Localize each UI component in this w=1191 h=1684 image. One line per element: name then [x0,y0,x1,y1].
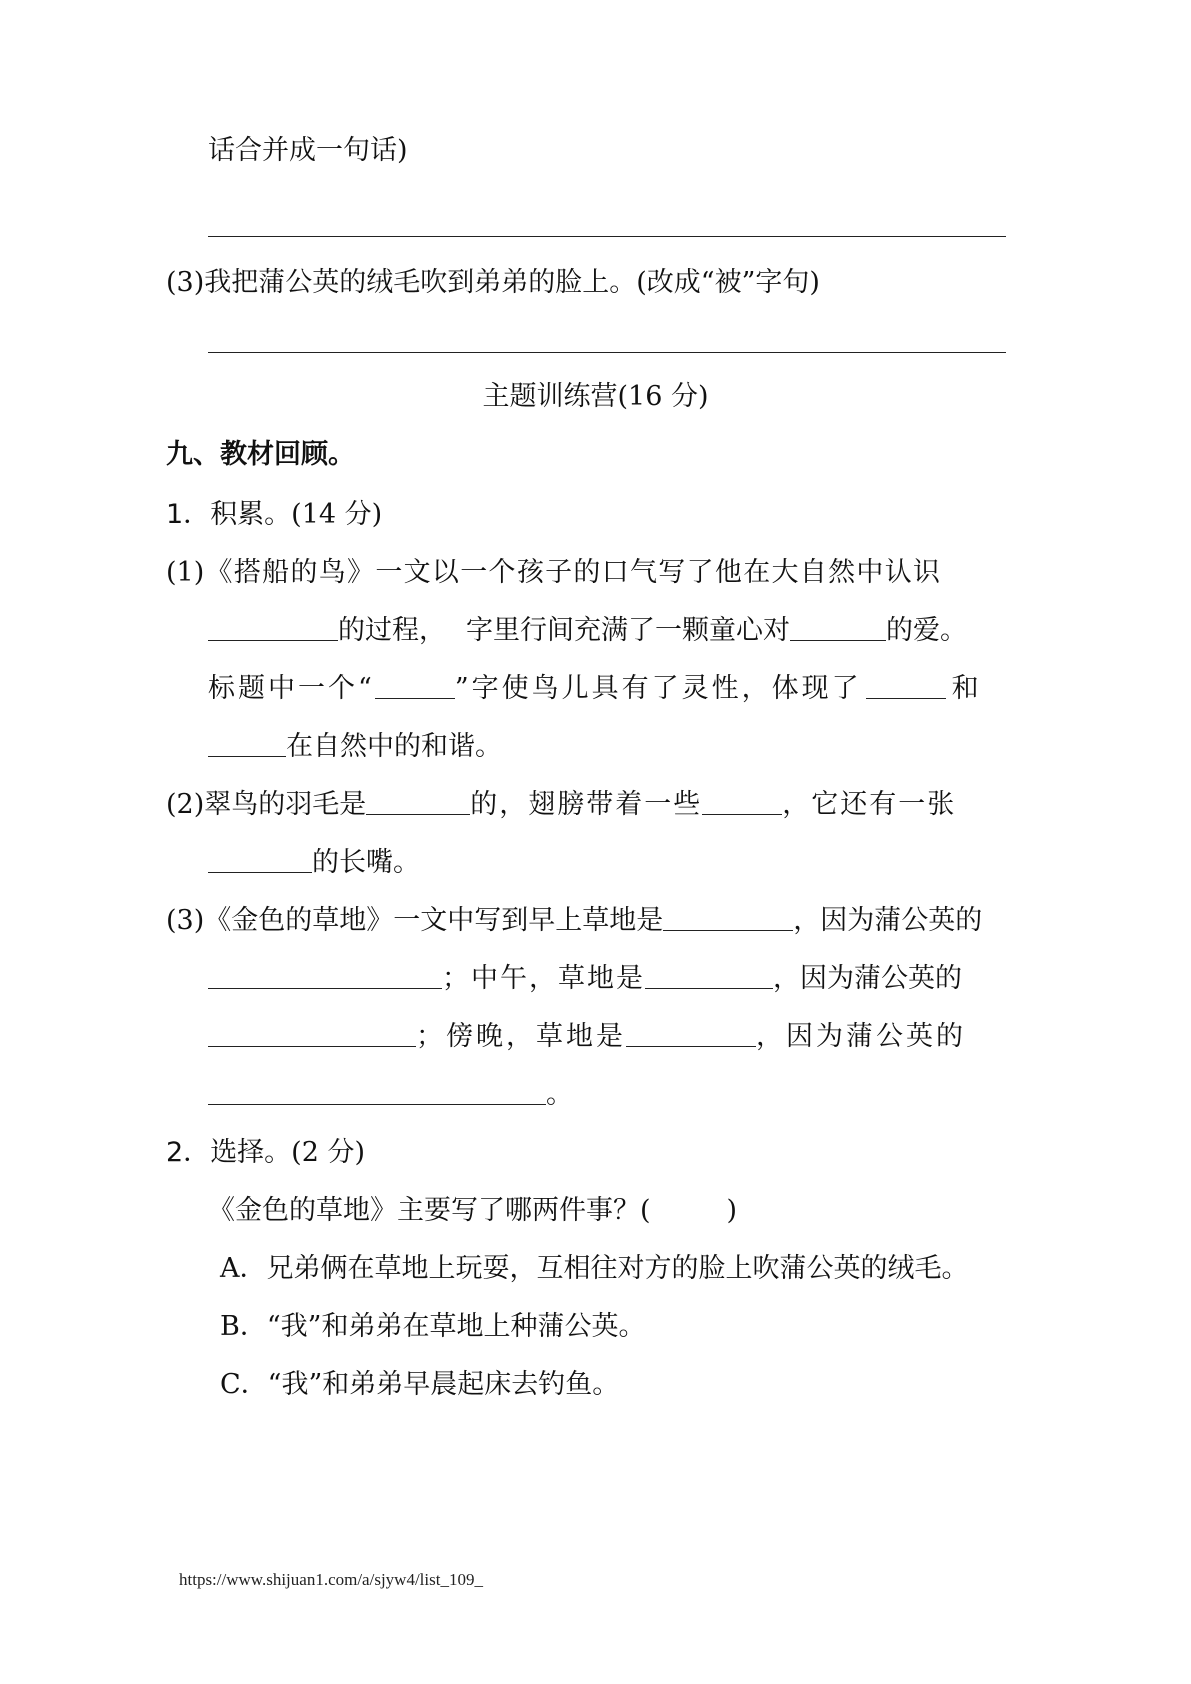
text-segment: 和 [951,673,979,704]
text-segment: ，因为蒲公英的 [756,1021,966,1052]
part9-heading: 九、教材回顾。 [166,439,355,470]
q2-option-c[interactable]: C．“我”和弟弟早晨起床去钓鱼。 [220,1369,620,1400]
fill-blank[interactable] [208,616,338,641]
q3-rewrite-instruction: (3)我把蒲公英的绒毛吹到弟弟的脸上。(改成“被”字句) [166,267,820,298]
q2-label: 选择。(2 分) [210,1137,366,1168]
continuation-text: 话合并成一句话) [208,135,408,166]
q1-item3-line-d [208,1078,573,1112]
section-title: 主题训练营(16 分) [482,381,709,412]
question-close: ) [726,1195,738,1226]
fill-blank[interactable] [663,906,793,931]
fill-blank[interactable] [208,964,442,989]
q1-label: 积累。(14 分) [210,499,383,530]
text-segment: ”字使鸟儿具有了灵性，体现了 [454,673,862,704]
text-segment: ，因为蒲公英的 [773,963,962,994]
answer-line-2 [208,352,1006,353]
footer-url[interactable]: https://www.shijuan1.com/a/sjyw4/list_109_ [179,1570,483,1589]
text-segment: ，因为蒲公英的 [793,905,983,936]
q1-item1-line-b [208,614,967,648]
q2-option-b[interactable]: B．“我”和弟弟在草地上种蒲公英。 [220,1311,646,1342]
q2-heading [166,1136,365,1170]
fill-blank[interactable] [790,616,886,641]
text-segment: 字里行间充满了一颗童心对 [466,615,790,646]
fill-blank[interactable] [645,964,773,989]
answer-line-1 [208,236,1006,237]
q1-number: 1． [166,499,211,530]
fill-blank[interactable] [702,790,782,815]
q1-item3-line-b [208,962,962,996]
text-segment: 在自然中的和谐。 [286,731,502,762]
text-segment: 的长嘴。 [312,847,420,878]
q1-item1-line-c [208,672,979,706]
fill-blank[interactable] [375,674,455,699]
q1-item2-line-a [166,788,956,822]
question-text: 《金色的草地》主要写了哪两件事？( [208,1195,651,1226]
q2-number: 2． [166,1137,211,1168]
fill-blank[interactable] [626,1022,756,1047]
q1-item1-line-a: (1)《搭船的鸟》一文以一个孩子的口气写了他在大自然中认识 [166,557,940,588]
text-segment: 。 [546,1079,573,1110]
fill-blank[interactable] [366,790,470,815]
text-segment: ；傍晚，草地是 [416,1021,626,1052]
text-segment: 的爱。 [886,615,967,646]
q1-item3-line-c [208,1020,966,1054]
q1-heading [166,498,382,532]
text-segment: 的过程， [338,615,446,646]
q2-option-a[interactable]: A．兄弟俩在草地上玩耍，互相往对方的脸上吹蒲公英的绒毛。 [220,1253,969,1284]
q1-item1-line-d [208,730,502,764]
q2-question [208,1194,737,1228]
text-segment: ；中午，草地是 [442,963,645,994]
text-segment: (3)《金色的草地》一文中写到早上草地是 [166,905,664,936]
q1-item2-line-b [208,846,420,880]
fill-blank[interactable] [866,674,946,699]
fill-blank[interactable] [208,732,286,757]
q1-item3-line-a [166,904,982,938]
text-segment: ，它还有一张 [782,789,957,820]
text-segment: 的，翅膀带着一些 [470,789,703,820]
fill-blank[interactable] [208,1080,546,1105]
fill-blank[interactable] [208,1022,416,1047]
text-segment: 标题中一个“ [208,673,375,704]
fill-blank[interactable] [208,848,312,873]
text-segment: (2)翠鸟的羽毛是 [166,789,367,820]
